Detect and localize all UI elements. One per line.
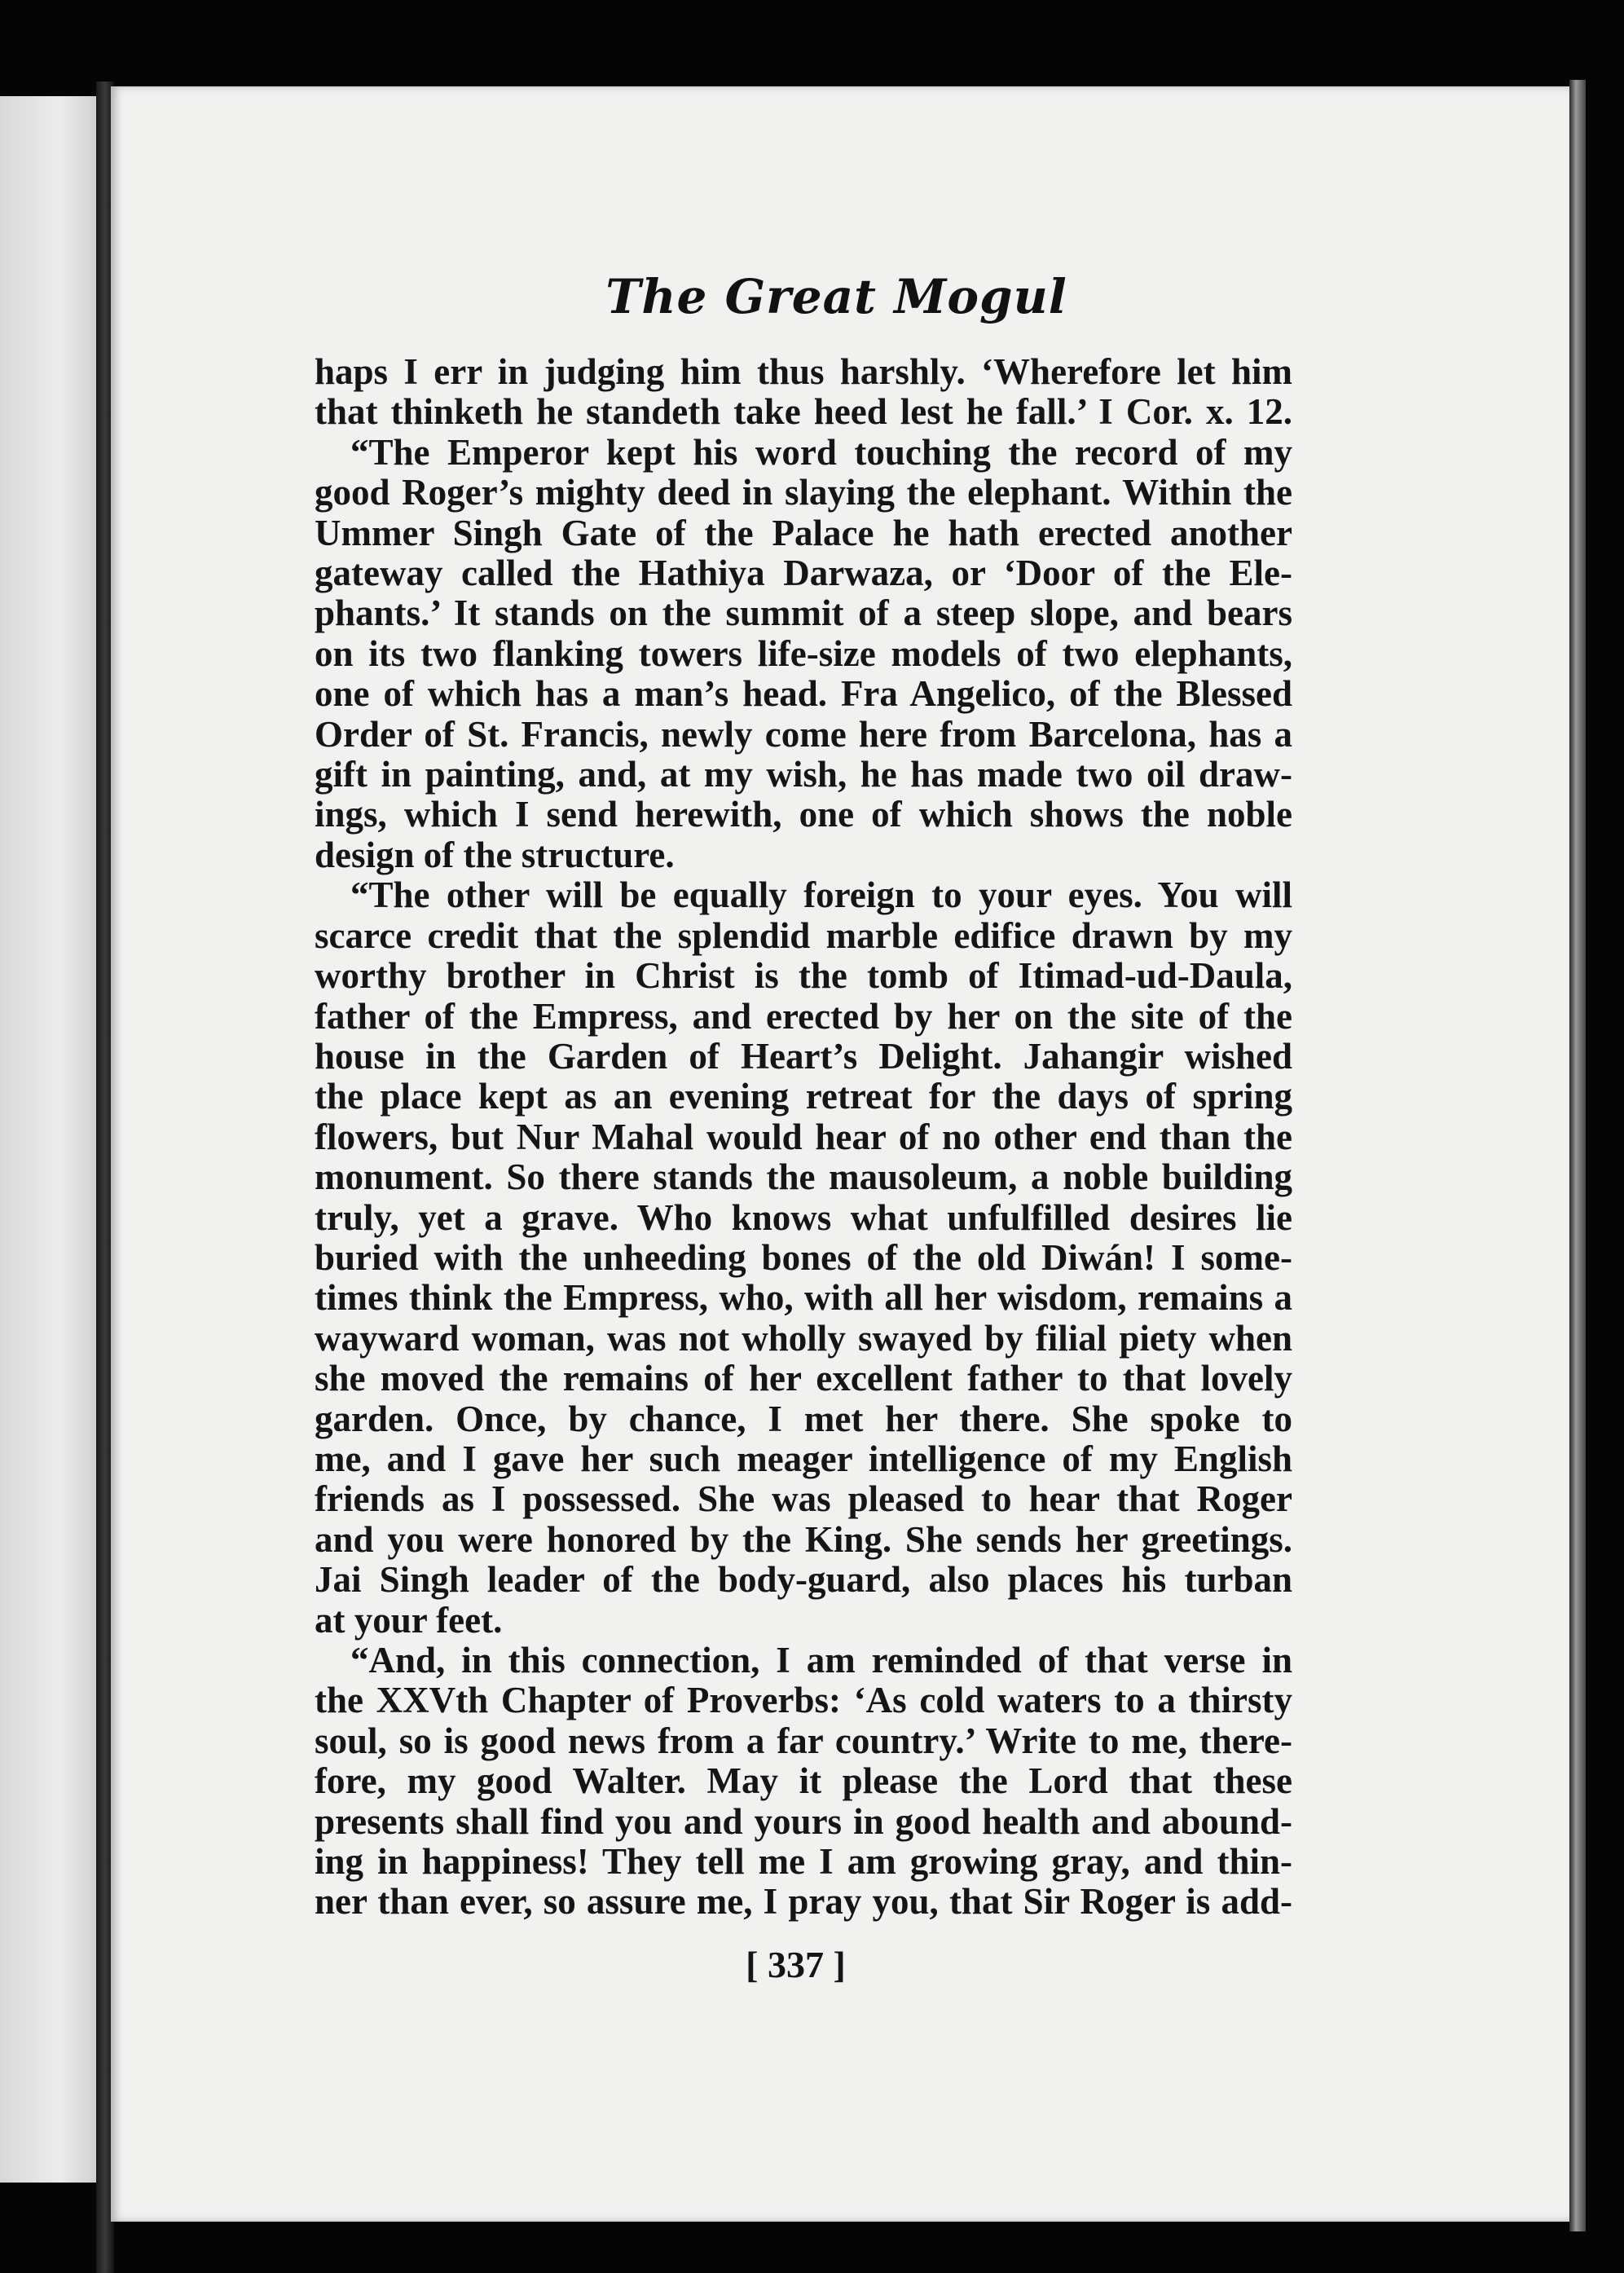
text-line: on its two flanking towers life-size models of two elephants, [315,632,1292,674]
text-line: and you were honored by the King. She sends her greetings. [315,1518,1292,1560]
text-line: father of the Empress, and erected by her on the site of the [315,995,1292,1037]
text-line: ner than ever, so assure me, I pray you, that Sir Roger is add- [315,1881,1292,1923]
page-number [0,1943,1624,1986]
text-line: Jai Singh leader of the body-guard, also places his turban [315,1559,1292,1601]
text-line: fore, my good Walter. May it please the Lord that these [315,1760,1292,1802]
text-line: haps I err in judging him thus harshly. ‘Wherefore let him [315,351,1292,392]
text-line: ings, which I send herewith, one of which shows the noble [315,794,1292,835]
text-line: house in the Garden of Heart’s Delight. Jahangir wished [315,1035,1292,1077]
text-line: flowers, but Nur Mahal would hear of no other end than the [315,1116,1292,1157]
text-line: soul, so is good news from a far country.’ Write to me, there- [315,1720,1292,1761]
text-line: wayward woman, was not wholly swayed by filial piety when [315,1317,1292,1359]
text-line: that thinketh he standeth take heed lest he fall.’ I Cor. x. 12. [315,391,1292,433]
text-line: “The other will be equally foreign to your eyes. You will [350,874,1292,916]
text-line: at your feet. [315,1599,503,1641]
text-line: the place kept as an evening retreat for the days of spring [315,1076,1292,1117]
page-edge [1569,80,1586,2231]
text-line: friends as I possessed. She was pleased to hear that Roger [315,1478,1292,1520]
text-line: design of the structure. [315,834,675,875]
text-line: she moved the remains of her excellent father to that lovely [315,1358,1292,1399]
page-number-text: [ 337 ] [746,1944,846,1985]
text-line: Ummer Singh Gate of the Palace he hath erected another [315,512,1292,553]
text-line: Order of St. Francis, newly come here from Barcelona, has a [315,713,1292,755]
text-line: ing in happiness! They tell me I am growing gray, and thin- [315,1841,1292,1883]
text-line: gateway called the Hathiya Darwaza, or ‘Door of the Ele- [315,553,1292,594]
text-line: times think the Empress, who, with all her wisdom, remains a [315,1277,1292,1319]
text-line: good Roger’s mighty deed in slaying the elephant. Within the [315,472,1292,513]
text-line: presents shall find you and yours in good health and abound- [315,1800,1292,1842]
text-line: garden. Once, by chance, I met her there. She spoke to [315,1398,1292,1439]
text-line: phants.’ It stands on the summit of a steep slope, and bears [315,592,1292,634]
text-line: “The Emperor kept his word touching the record of my [350,431,1292,473]
text-line: worthy brother in Christ is the tomb of Itimad-ud-Daula, [315,955,1292,997]
text-line: gift in painting, and, at my wish, he has made two oil draw- [315,754,1292,795]
body-text [315,352,1292,1923]
text-line: one of which has a man’s head. Fra Angelico, of the Blessed [315,673,1292,715]
text-line: me, and I gave her such meager intelligence of my English [315,1438,1292,1479]
text-line: monument. So there stands the mausoleum, a noble building [315,1156,1292,1198]
text-line: “And, in this connection, I am reminded of that verse in [350,1640,1292,1681]
previous-page-edge [0,96,99,2183]
running-head: The Great Mogul [605,269,1067,324]
text-line: scarce credit that the splendid marble edifice drawn by my [315,914,1292,956]
text-line: truly, yet a grave. Who knows what unfulfilled desires lie [315,1196,1292,1238]
text-line: buried with the unheeding bones of the old Diwán! I some- [315,1236,1292,1278]
text-line: the XXVth Chapter of Proverbs: ‘As cold waters to a thirsty [315,1680,1292,1721]
